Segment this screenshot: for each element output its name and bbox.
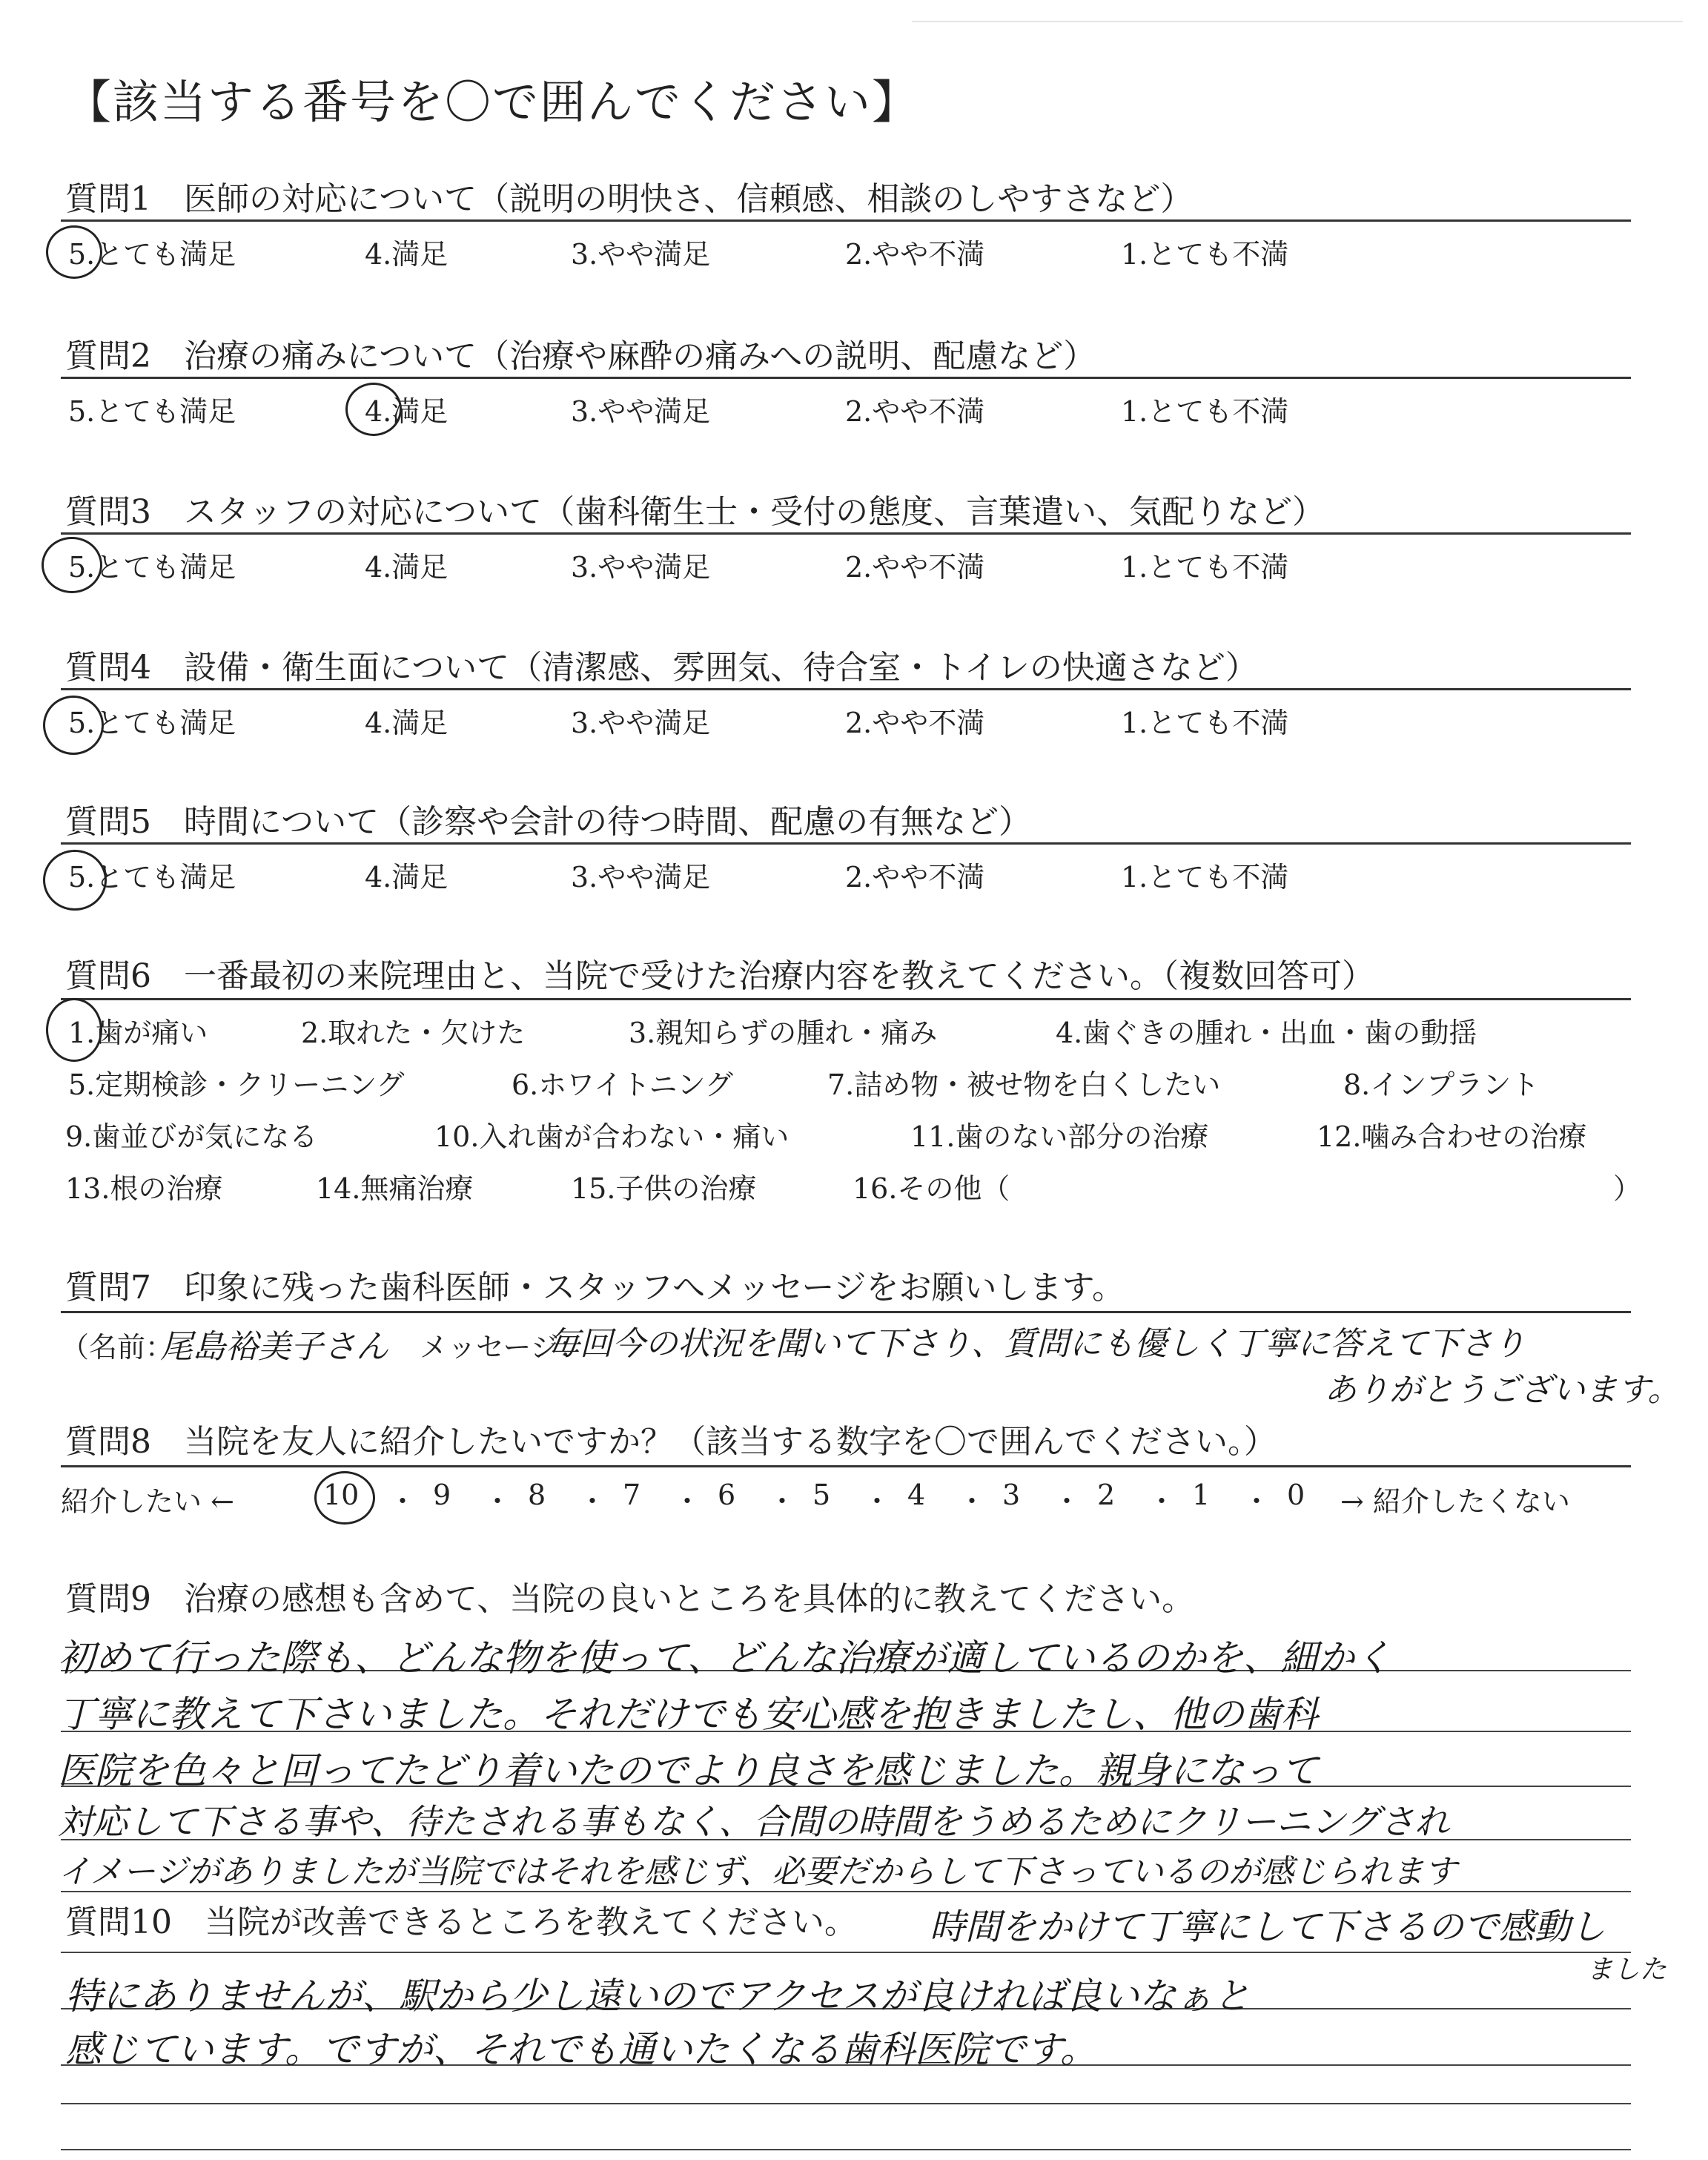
question-3-label: 質問3 スタッフの対応について（歯科衛生士・受付の態度、言葉遣い、気配りなど）: [65, 493, 1325, 531]
q8-scale-sep: ・: [578, 1485, 607, 1518]
q6-option-10[interactable]: 10.入れ歯が合わない・痛い: [434, 1120, 790, 1153]
question-3-rule: [61, 532, 1631, 535]
q6-option-16-close: ）: [1613, 1172, 1642, 1205]
q8-scale-8[interactable]: 8: [528, 1479, 546, 1511]
q8-selection-circle: [314, 1471, 375, 1525]
q9-answer-line: 医院を色々と回ってたどり着いたのでより良さを感じました。親身になって: [58, 1749, 1318, 1792]
q6-option-11[interactable]: 11.歯のない部分の治療: [910, 1120, 1209, 1153]
q6-option-8[interactable]: 8.インプラント: [1343, 1069, 1540, 1101]
q6-option-15[interactable]: 15.子供の治療: [571, 1172, 757, 1205]
q6-option-16[interactable]: 16.その他（: [853, 1172, 1010, 1205]
q8-right-label: → 紹介したくない: [1340, 1485, 1570, 1518]
question-7-label: 質問7 印象に残った歯科医師・スタッフへメッセージをお願いします。: [65, 1269, 1125, 1307]
q9-answer-line: 丁寧に教えて下さいました。それだけでも安心感を抱きましたし、他の歯科: [58, 1693, 1318, 1736]
q8-scale-2[interactable]: 2: [1097, 1479, 1116, 1511]
q6-option-9[interactable]: 9.歯並びが気になる: [65, 1120, 318, 1153]
q7-message-label: メッセージ：: [420, 1331, 587, 1364]
q3-selection-circle: [42, 537, 102, 593]
q6-option-4[interactable]: 4.歯ぐきの腫れ・出血・歯の動揺: [1056, 1017, 1477, 1049]
q7-message-line-2: ありがとうございます。: [1324, 1371, 1681, 1409]
q3-option-4[interactable]: 4.満足: [365, 551, 448, 584]
question-9-label: 質問9 治療の感想も含めて、当院の良いところを具体的に教えてください。: [65, 1580, 1195, 1618]
q8-scale-sep: ・: [673, 1485, 702, 1518]
q7-name-value: 尾島裕美子さん: [160, 1328, 388, 1366]
q8-scale-1[interactable]: 1: [1192, 1479, 1211, 1511]
q2-selection-circle: [345, 383, 402, 436]
q1-option-3[interactable]: 3.やや満足: [571, 238, 711, 271]
q6-option-3[interactable]: 3.親知らずの腫れ・痛み: [629, 1017, 938, 1049]
question-5-label: 質問5 時間について（診察や会計の待つ時間、配慮の有無など）: [65, 803, 1032, 841]
question-8-label: 質問8 当院を友人に紹介したいですか？（該当する数字を〇で囲んでください。）: [65, 1423, 1277, 1461]
q8-scale-10[interactable]: 10: [323, 1479, 360, 1511]
q8-scale-sep: ・: [1242, 1485, 1271, 1518]
q6-option-12[interactable]: 12.噛み合わせの治療: [1317, 1120, 1587, 1153]
q3-option-1[interactable]: 1.とても不満: [1121, 551, 1289, 584]
q6-option-6[interactable]: 6.ホワイトニング: [512, 1069, 733, 1101]
q8-scale-sep: ・: [768, 1485, 797, 1518]
q8-scale-9[interactable]: 9: [433, 1479, 451, 1511]
q8-scale-4[interactable]: 4: [907, 1479, 926, 1511]
question-8-rule: [61, 1465, 1631, 1467]
q10-line-rule: [61, 2103, 1631, 2104]
question-4-rule: [61, 688, 1631, 690]
question-6-rule: [61, 998, 1631, 1000]
q8-scale-sep: ・: [388, 1485, 417, 1518]
q4-option-2[interactable]: 2.やや不満: [845, 707, 985, 739]
q10-line-rule: [61, 2149, 1631, 2150]
q1-option-5[interactable]: 5.とても満足: [68, 238, 236, 271]
q7-message-line-1: 毎回今の状況を聞いて下さり、質問にも優しく丁寧に答えて下さり: [547, 1325, 1526, 1363]
q4-option-1[interactable]: 1.とても不満: [1121, 707, 1289, 739]
question-2-label: 質問2 治療の痛みについて（治療や麻酔の痛みへの説明、配慮など）: [65, 337, 1096, 375]
q9-answer-line: 時間をかけて丁寧にして下さるので感動し: [930, 1906, 1606, 1948]
q2-option-2[interactable]: 2.やや不満: [845, 395, 985, 428]
question-7-rule: [61, 1311, 1631, 1313]
q5-option-2[interactable]: 2.やや不満: [845, 861, 985, 894]
q10-answer-line: 感じています。ですが、それでも通いたくなる歯科医院です。: [65, 2028, 1097, 2071]
q8-scale-0[interactable]: 0: [1287, 1479, 1305, 1511]
q1-selection-circle: [46, 225, 102, 279]
q2-option-5[interactable]: 5.とても満足: [68, 395, 236, 428]
question-2-rule: [61, 377, 1631, 379]
q8-scale-5[interactable]: 5: [812, 1479, 831, 1511]
q8-scale-sep: ・: [863, 1485, 892, 1518]
q4-option-4[interactable]: 4.満足: [365, 707, 448, 739]
q10-line-rule: [61, 1952, 1631, 1953]
q3-option-5[interactable]: 5.とても満足: [68, 551, 236, 584]
question-6-label: 質問6 一番最初の来院理由と、当院で受けた治療内容を教えてください。（複数回答可）: [65, 957, 1374, 995]
q6-option-1[interactable]: 1.歯が痛い: [68, 1017, 208, 1049]
q8-scale-6[interactable]: 6: [718, 1479, 736, 1511]
q6-option-14[interactable]: 14.無痛治療: [316, 1172, 474, 1205]
scan-edge: [912, 21, 1683, 22]
q8-left-label: 紹介したい ←: [61, 1485, 234, 1518]
q5-option-1[interactable]: 1.とても不満: [1121, 861, 1289, 894]
q5-option-3[interactable]: 3.やや満足: [571, 861, 711, 894]
q4-option-5[interactable]: 5.とても満足: [68, 707, 236, 739]
q6-option-2[interactable]: 2.取れた・欠けた: [301, 1017, 526, 1049]
page-title: 【該当する番号を〇で囲んでください】: [65, 75, 920, 129]
q2-option-4[interactable]: 4.満足: [365, 395, 448, 428]
q8-scale-sep: ・: [958, 1485, 987, 1518]
q9-answer-line: ました: [1586, 1955, 1667, 1985]
q6-option-5[interactable]: 5.定期検診・クリーニング: [68, 1069, 405, 1101]
q9-answer-line: 初めて行った際も、どんな物を使って、どんな治療が適しているのかを、細かく: [58, 1636, 1391, 1680]
q8-scale-sep: ・: [1053, 1485, 1082, 1518]
q3-option-2[interactable]: 2.やや不満: [845, 551, 985, 584]
q1-option-2[interactable]: 2.やや不満: [845, 238, 985, 271]
q8-scale-sep: ・: [483, 1485, 512, 1518]
q9-answer-line: 対応して下さる事や、待たされる事もなく、合間の時間をうめるためにクリーニングされ: [58, 1802, 1450, 1843]
q6-selection-circle: [46, 998, 102, 1062]
q1-option-4[interactable]: 4.満足: [365, 238, 448, 271]
q6-option-13[interactable]: 13.根の治療: [65, 1172, 223, 1205]
q8-scale-7[interactable]: 7: [623, 1479, 641, 1511]
q8-scale-3[interactable]: 3: [1002, 1479, 1021, 1511]
q4-option-3[interactable]: 3.やや満足: [571, 707, 711, 739]
q7-name-label: （名前：: [61, 1331, 174, 1364]
question-10-label: 質問10 当院が改善できるところを教えてください。: [65, 1903, 857, 1941]
question-5-rule: [61, 842, 1631, 845]
q5-option-4[interactable]: 4.満足: [365, 861, 448, 894]
q5-selection-circle: [43, 850, 107, 911]
q9-answer-line: イメージがありましたが当院ではそれを感じず、必要だからして下さっているのが感じられます: [58, 1853, 1457, 1891]
q8-scale-sep: ・: [1148, 1485, 1176, 1518]
q2-option-1[interactable]: 1.とても不満: [1121, 395, 1289, 428]
question-1-rule: [61, 219, 1631, 222]
q1-option-1[interactable]: 1.とても不満: [1121, 238, 1289, 271]
q2-option-3[interactable]: 3.やや満足: [571, 395, 711, 428]
question-4-label: 質問4 設備・衛生面について（清潔感、雰囲気、待合室・トイレの快適さなど）: [65, 649, 1258, 687]
q10-answer-line: 特にありませんが、駅から少し遠いのでアクセスが良ければ良いなぁと: [65, 1975, 1251, 2018]
q4-selection-circle: [43, 696, 104, 755]
q6-option-7[interactable]: 7.詰め物・被せ物を白くしたい: [827, 1069, 1221, 1101]
question-1-label: 質問1 医師の対応について（説明の明快さ、信頼感、相談のしやすさなど）: [65, 180, 1194, 218]
q3-option-3[interactable]: 3.やや満足: [571, 551, 711, 584]
q5-option-5[interactable]: 5.とても満足: [68, 861, 236, 894]
